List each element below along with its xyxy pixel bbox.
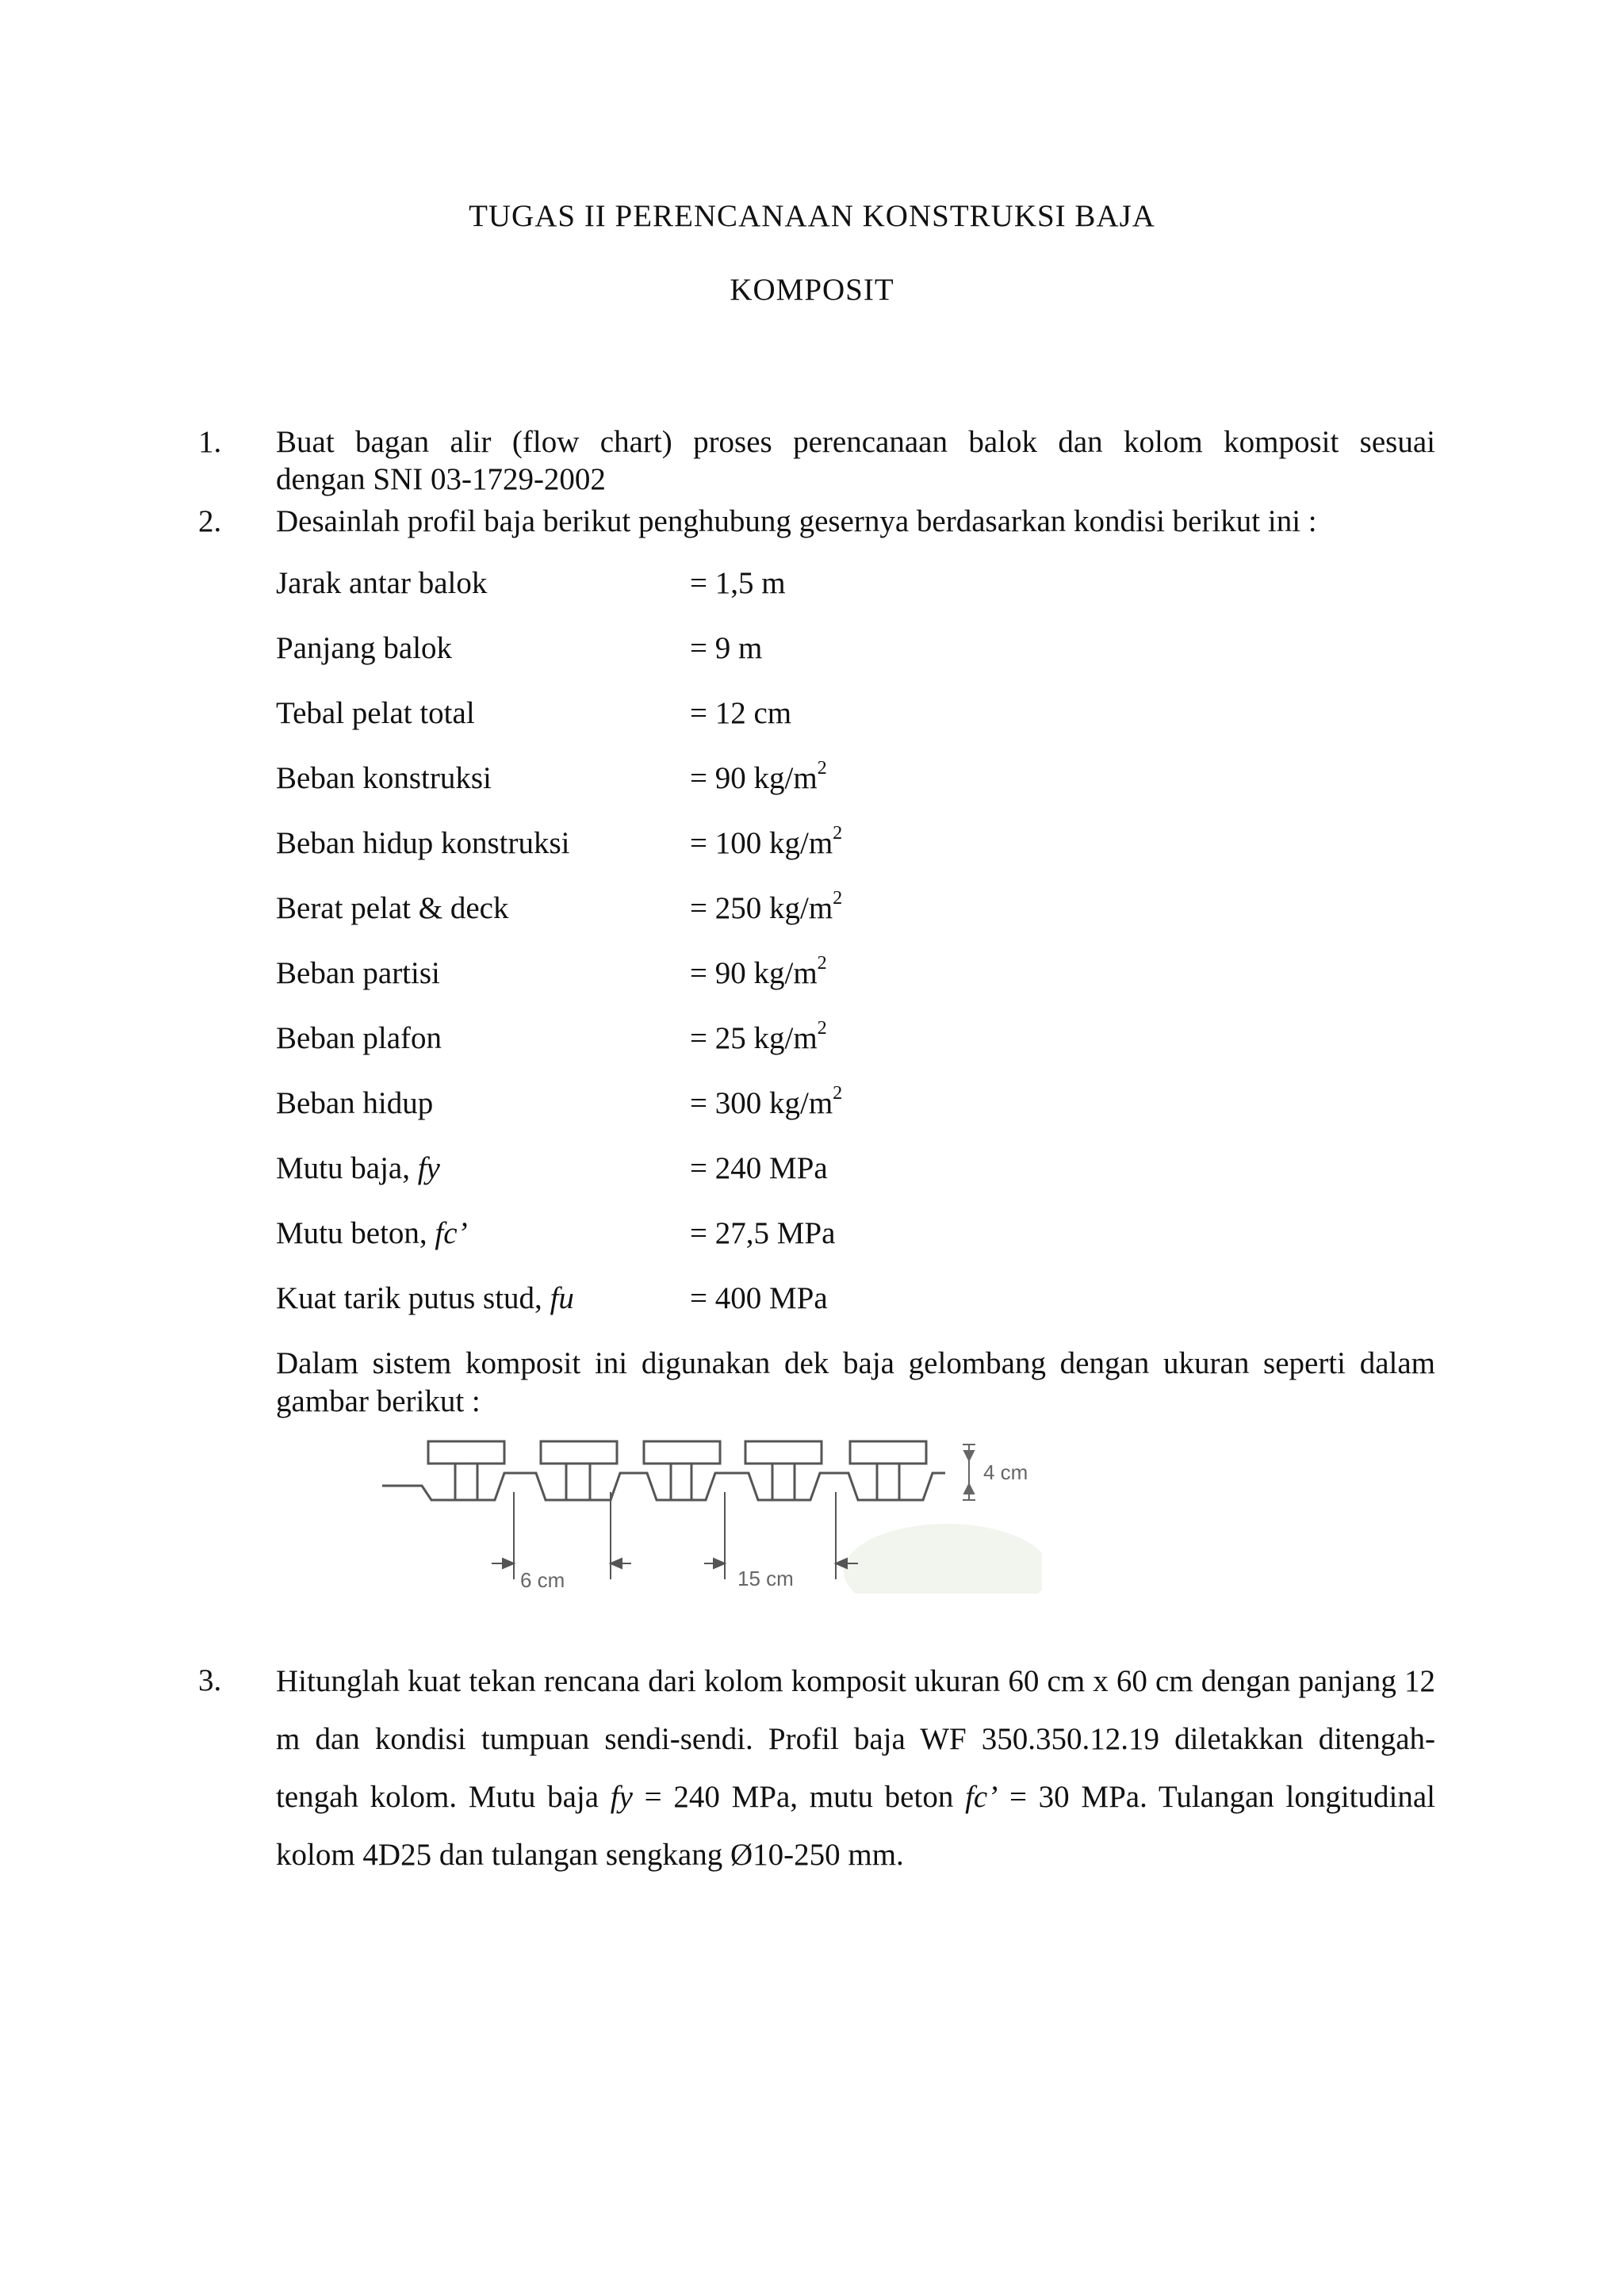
parameter-value: = 25 $kg/m^2$ xyxy=(690,1017,827,1055)
parameter-label: Jarak antar balok xyxy=(276,566,488,600)
question-3-text: Hitunglah kuat tekan rencana dari kolom komposit ukuran 60 cm x 60 cm dengan panjang 12 m dan kondisi tumpuan sendi-sendi. Profil baja WF 350.350.12.19 diletakkan ditengah-tengah kolom. Mutu baja fy = 240 MPa, mutu beton fc’ = 30 MPa. Tulangan longitudinal kolom 4D25 dan tulangan sengkang Ø10-250 mm. xyxy=(276,1664,1435,1872)
page-subtitle: KOMPOSIT xyxy=(730,273,894,307)
parameter-value: = 27,5 MPa xyxy=(690,1216,836,1250)
parameter-row xyxy=(276,952,1148,993)
parameter-value: = 90 $kg/m^2$ xyxy=(690,952,827,990)
question-1-number: 1. xyxy=(198,425,222,459)
parameter-label: Beban plafon xyxy=(276,1021,442,1055)
parameter-value: = 12 cm xyxy=(690,696,792,730)
parameter-value: = 90 $kg/m^2$ xyxy=(690,757,827,795)
parameter-row xyxy=(276,695,1148,733)
parameter-label: Mutu baja, fy xyxy=(276,1151,440,1185)
parameter-label: Beban hidup konstruksi xyxy=(276,826,570,860)
deck-description-line-1: Dalam sistem komposit ini digunakan dek baja gelombang dengan ukuran seperti dalam xyxy=(276,1346,1435,1380)
parameter-row xyxy=(276,822,1148,863)
pitch-label: 15 cm xyxy=(737,1567,794,1590)
parameter-row xyxy=(276,1082,1148,1123)
parameter-label: Kuat tarik putus stud, fu xyxy=(276,1281,574,1315)
question-2-intro: Desainlah profil baja berikut penghubung gesernya berdasarkan kondisi berikut ini : xyxy=(276,504,1317,538)
parameter-label: Beban konstruksi xyxy=(276,761,492,795)
bottom-width-label: 6 cm xyxy=(520,1568,565,1592)
parameter-label: Tebal pelat total xyxy=(276,696,475,730)
parameter-value: = 1,5 m xyxy=(690,566,786,600)
page-title: TUGAS II PERENCANAAN KONSTRUKSI BAJA xyxy=(469,199,1155,233)
parameter-label: Berat pelat & deck xyxy=(276,891,509,925)
parameter-label: Beban partisi xyxy=(276,956,440,990)
parameter-label: Mutu beton, fc’ xyxy=(276,1216,468,1250)
parameter-row xyxy=(276,630,1148,668)
deck-description-line-2: gambar berikut : xyxy=(276,1384,481,1418)
parameter-row xyxy=(276,565,1148,603)
parameter-row xyxy=(276,1215,1148,1253)
parameter-value: = 9 m xyxy=(690,631,763,665)
parameter-value: = 100 $kg/m^2$ xyxy=(690,822,843,860)
parameter-value: = 400 MPa xyxy=(690,1281,828,1315)
question-3-number: 3. xyxy=(198,1663,222,1697)
parameter-label: Beban hidup xyxy=(276,1086,434,1120)
parameter-value: = 300 $kg/m^2$ xyxy=(690,1082,843,1120)
question-1-line-1: Buat bagan alir (flow chart) proses perencanaan balok dan kolom komposit sesuai xyxy=(276,425,1435,459)
height-label: 4 cm xyxy=(983,1460,1028,1484)
steel-deck-profile-figure xyxy=(376,1437,1042,1594)
parameter-value: = 250 $kg/m^2$ xyxy=(690,887,843,925)
parameter-row xyxy=(276,1017,1148,1058)
parameter-row xyxy=(276,1150,1148,1188)
parameter-row xyxy=(276,757,1148,798)
parameter-label: Panjang balok xyxy=(276,631,453,665)
question-1-line-2: dengan SNI 03-1729-2002 xyxy=(276,462,606,496)
parameter-value: = 240 MPa xyxy=(690,1151,828,1185)
parameter-row xyxy=(276,887,1148,928)
question-2-number: 2. xyxy=(198,504,222,538)
parameter-row xyxy=(276,1280,1148,1318)
